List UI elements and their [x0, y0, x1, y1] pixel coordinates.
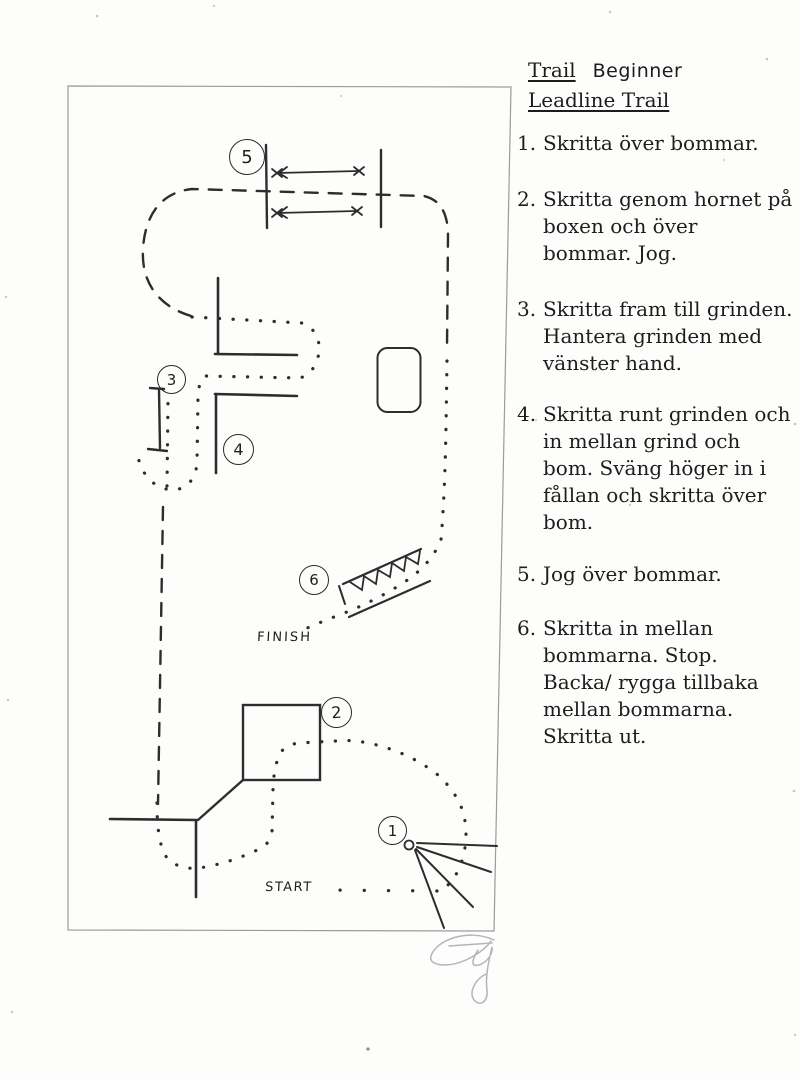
instruction-number: 3. [517, 297, 537, 321]
walk-path-start-row [326, 890, 437, 891]
instruction-number: 2. [517, 187, 537, 211]
finish-label: FINISH [256, 630, 313, 645]
instruction-line: Skritta runt grinden och [543, 402, 791, 426]
instruction-item-3 [517, 296, 792, 377]
instruction-line: in mellan grind och [543, 429, 741, 453]
chute-bottom-rail [349, 581, 430, 617]
fence-diagonal [198, 780, 243, 820]
obstacle-marker-5: 5 [229, 139, 265, 175]
gate [148, 388, 167, 451]
jog-path-left-side [158, 507, 163, 804]
instruction-line: Backa/ rygga tillbaka [543, 670, 759, 694]
chute-top-rail [343, 549, 421, 584]
walk-path-gate-loop [138, 317, 319, 490]
instruction-line: Skritta fram till grinden. [543, 297, 793, 321]
obstacle-marker-2: 2 [320, 696, 353, 729]
instruction-line: Jog över bommar. [543, 562, 722, 586]
start-label: START [264, 880, 314, 895]
signature-scribble [431, 935, 494, 1003]
instruction-number: 5. [517, 562, 537, 586]
instruction-line: bommar. Jog. [543, 241, 677, 265]
pole-span-lower [272, 207, 362, 218]
obstacle-5-poles [266, 145, 381, 228]
instruction-line: Hantera grinden med [543, 324, 763, 348]
obstacle-marker-6: 6 [299, 565, 329, 595]
fan-pole-2 [417, 847, 491, 872]
page-subtitle: Leadline Trail [528, 88, 670, 112]
instruction-line: bommarna. Stop. [543, 643, 718, 667]
instruction-line: Skritta genom hornet på [543, 187, 793, 211]
fence-corner [110, 819, 197, 897]
instruction-item-1 [517, 130, 759, 157]
fan-pivot [405, 841, 414, 850]
instruction-line: Skritta över bommar. [543, 131, 759, 155]
instruction-number: 1. [517, 131, 537, 155]
instruction-line: fållan och skritta över [543, 483, 767, 507]
jog-paths [143, 189, 448, 804]
obstacle-1-fan [405, 841, 498, 929]
instruction-line: mellan bommarna. [543, 697, 734, 721]
barrel [378, 348, 421, 412]
instruction-item-6 [517, 615, 759, 750]
instruction-number: 4. [517, 402, 537, 426]
instruction-line: bom. [543, 510, 594, 534]
obstacle-marker-1: 1 [378, 816, 407, 845]
obstacle-marker-3: 3 [157, 365, 186, 394]
instruction-item-5 [517, 561, 722, 588]
obstacle-marker-4: 4 [223, 434, 254, 465]
instruction-line: Skritta in mellan [543, 616, 714, 640]
instruction-line: boxen och över [543, 214, 698, 238]
wall-upper-L [215, 278, 297, 355]
walk-path-gate-column [167, 401, 168, 486]
chute-end-tick [339, 586, 345, 604]
page-title-handwritten: Beginner [592, 60, 683, 82]
instruction-item-2 [517, 186, 792, 267]
page-title: Trail [528, 58, 576, 82]
instruction-line: bom. Sväng höger in i [543, 456, 766, 480]
pole-standard-left [266, 145, 267, 228]
instruction-item-4 [517, 401, 791, 536]
instruction-line: vänster hand. [543, 351, 683, 375]
instruction-line: Skritta ut. [543, 724, 647, 748]
chute-zigzag [350, 551, 420, 590]
walk-paths [138, 317, 466, 891]
instruction-number: 6. [517, 616, 537, 640]
fan-pole-1 [417, 843, 497, 846]
heading [528, 56, 682, 115]
obstacle-6-chute [339, 549, 430, 617]
pole-span-upper [272, 167, 364, 178]
